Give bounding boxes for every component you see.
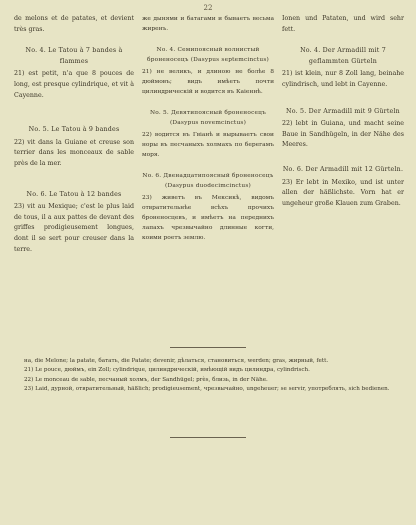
french-section-5 <box>14 125 134 169</box>
german-section-5 <box>282 107 404 151</box>
german-heading-6: No. 6. Der Armadill mit 12 Gürteln. <box>282 165 404 173</box>
german-intro: Ionen und Pataten, und wird sehr fett. <box>282 15 404 33</box>
german-heading-5: No. 5. Der Armadill mit 9 Gürteln <box>286 107 400 115</box>
french-heading-5: No. 5. Le Tatou à 9 bandes <box>28 126 120 134</box>
french-column <box>14 14 134 255</box>
french-heading-6: No. 6. Le Tatou à 12 bandes <box>26 190 122 198</box>
french-intro: de melons et de patates, et devient très gras. <box>14 15 134 33</box>
russian-column <box>142 14 274 243</box>
french-section-4 <box>14 46 134 101</box>
russian-heading-5: No. 5. Девятипоясный броненосецъ (Dasypus novemcinctus) <box>150 110 266 126</box>
russian-heading-4: No. 4. Семипоясный волнистый броненосецъ (Dasypus septemcinctus) <box>147 47 269 63</box>
divider-bottom <box>170 437 246 438</box>
german-text-4: 21) ist klein, nur 8 Zoll lang, beinahe cylindrisch, und lebt in Cayenne. <box>282 70 404 88</box>
german-section-4 <box>282 46 404 90</box>
russian-section-5 <box>142 108 274 160</box>
german-text-5: 22) lebt in Guiana, und macht seine Baue in Sandhügeln, in der Nähe des Meeres. <box>282 120 404 149</box>
footnotes <box>24 357 392 395</box>
russian-text-4: 21) не великъ, и длиною не болѣе 8 дюймовъ; видъ имѣетъ почти цилиндрическій и водится въ Каіеннѣ. <box>142 69 274 95</box>
russian-intro: же дынями и батагами и бываетъ весьма жиренъ. <box>142 16 274 32</box>
russian-text-6: 23) живетъ въ Мексикѣ, видомъ отвратительнѣе всѣхъ прочихъ броненосцевъ, и имѣетъ на переднихъ лапахъ чрезвычайно длинные когти, коими роетъ землю. <box>142 195 274 241</box>
french-text-5: 22) vit dans la Guiane et creuse son terrier dans les monceaux de sable près de la mer. <box>14 138 134 167</box>
german-text-6: 23) Er lebt in Mexiko, und ist unter allen der häßlichste. Vorn hat er ungeheur große Klauen zum Graben. <box>282 178 404 207</box>
russian-heading-6: No. 6. Двенадцатипоясный броненосецъ (Dasypus duodecimcinctus) <box>142 173 274 189</box>
german-heading-4: No. 4. Der Armadill mit 7 geflammten Gürteln <box>300 47 386 65</box>
footnote-line: на, die Melone; la patate, батать, die Patate; devenir, дѣлаться, становиться, werden; gras, жирный, fett. <box>24 358 329 364</box>
russian-section-6 <box>142 171 274 243</box>
footnote-21: 21) Le pouce, дюймъ, ein Zoll; cylindrique, цилиндрическій, имѣющій видъ цилиндра, cylindrisch. <box>24 367 310 374</box>
page-number: 22 <box>203 4 213 12</box>
french-heading-4: No. 4. Le Tatou à 7 bandes à flammes <box>25 47 123 65</box>
french-text-4: 21) est petit, n'a que 8 pouces de long, est presque cylindrique, et vit à Cayenne. <box>14 70 134 99</box>
german-column <box>282 14 404 209</box>
footnote-22: 22) Le monceau de sable, песчаный холмъ, der Sandhügel; près, близь, in der Nähe. <box>24 376 268 383</box>
russian-section-4 <box>142 45 274 97</box>
french-text-6: 23) vit au Mexique; c'est le plus laid de tous, il a aux pattes de devant des griffes prodigieusement longues, dont il se sert pour creuser dans la terre. <box>14 203 134 253</box>
divider-top <box>170 347 246 348</box>
footnote-23: 23) Laid, дурной, отвратительный, häßlich; prodigieusement, чрезвычайно, ungeheuer; se servir, употреблять, sich bedienen. <box>24 386 390 393</box>
french-section-6 <box>14 190 134 256</box>
russian-text-5: 22) водится въ Гвіанѣ и вырываетъ свои норы въ песчаныхъ холмахъ по берегамъ моря. <box>142 132 274 158</box>
german-section-6 <box>282 165 404 209</box>
